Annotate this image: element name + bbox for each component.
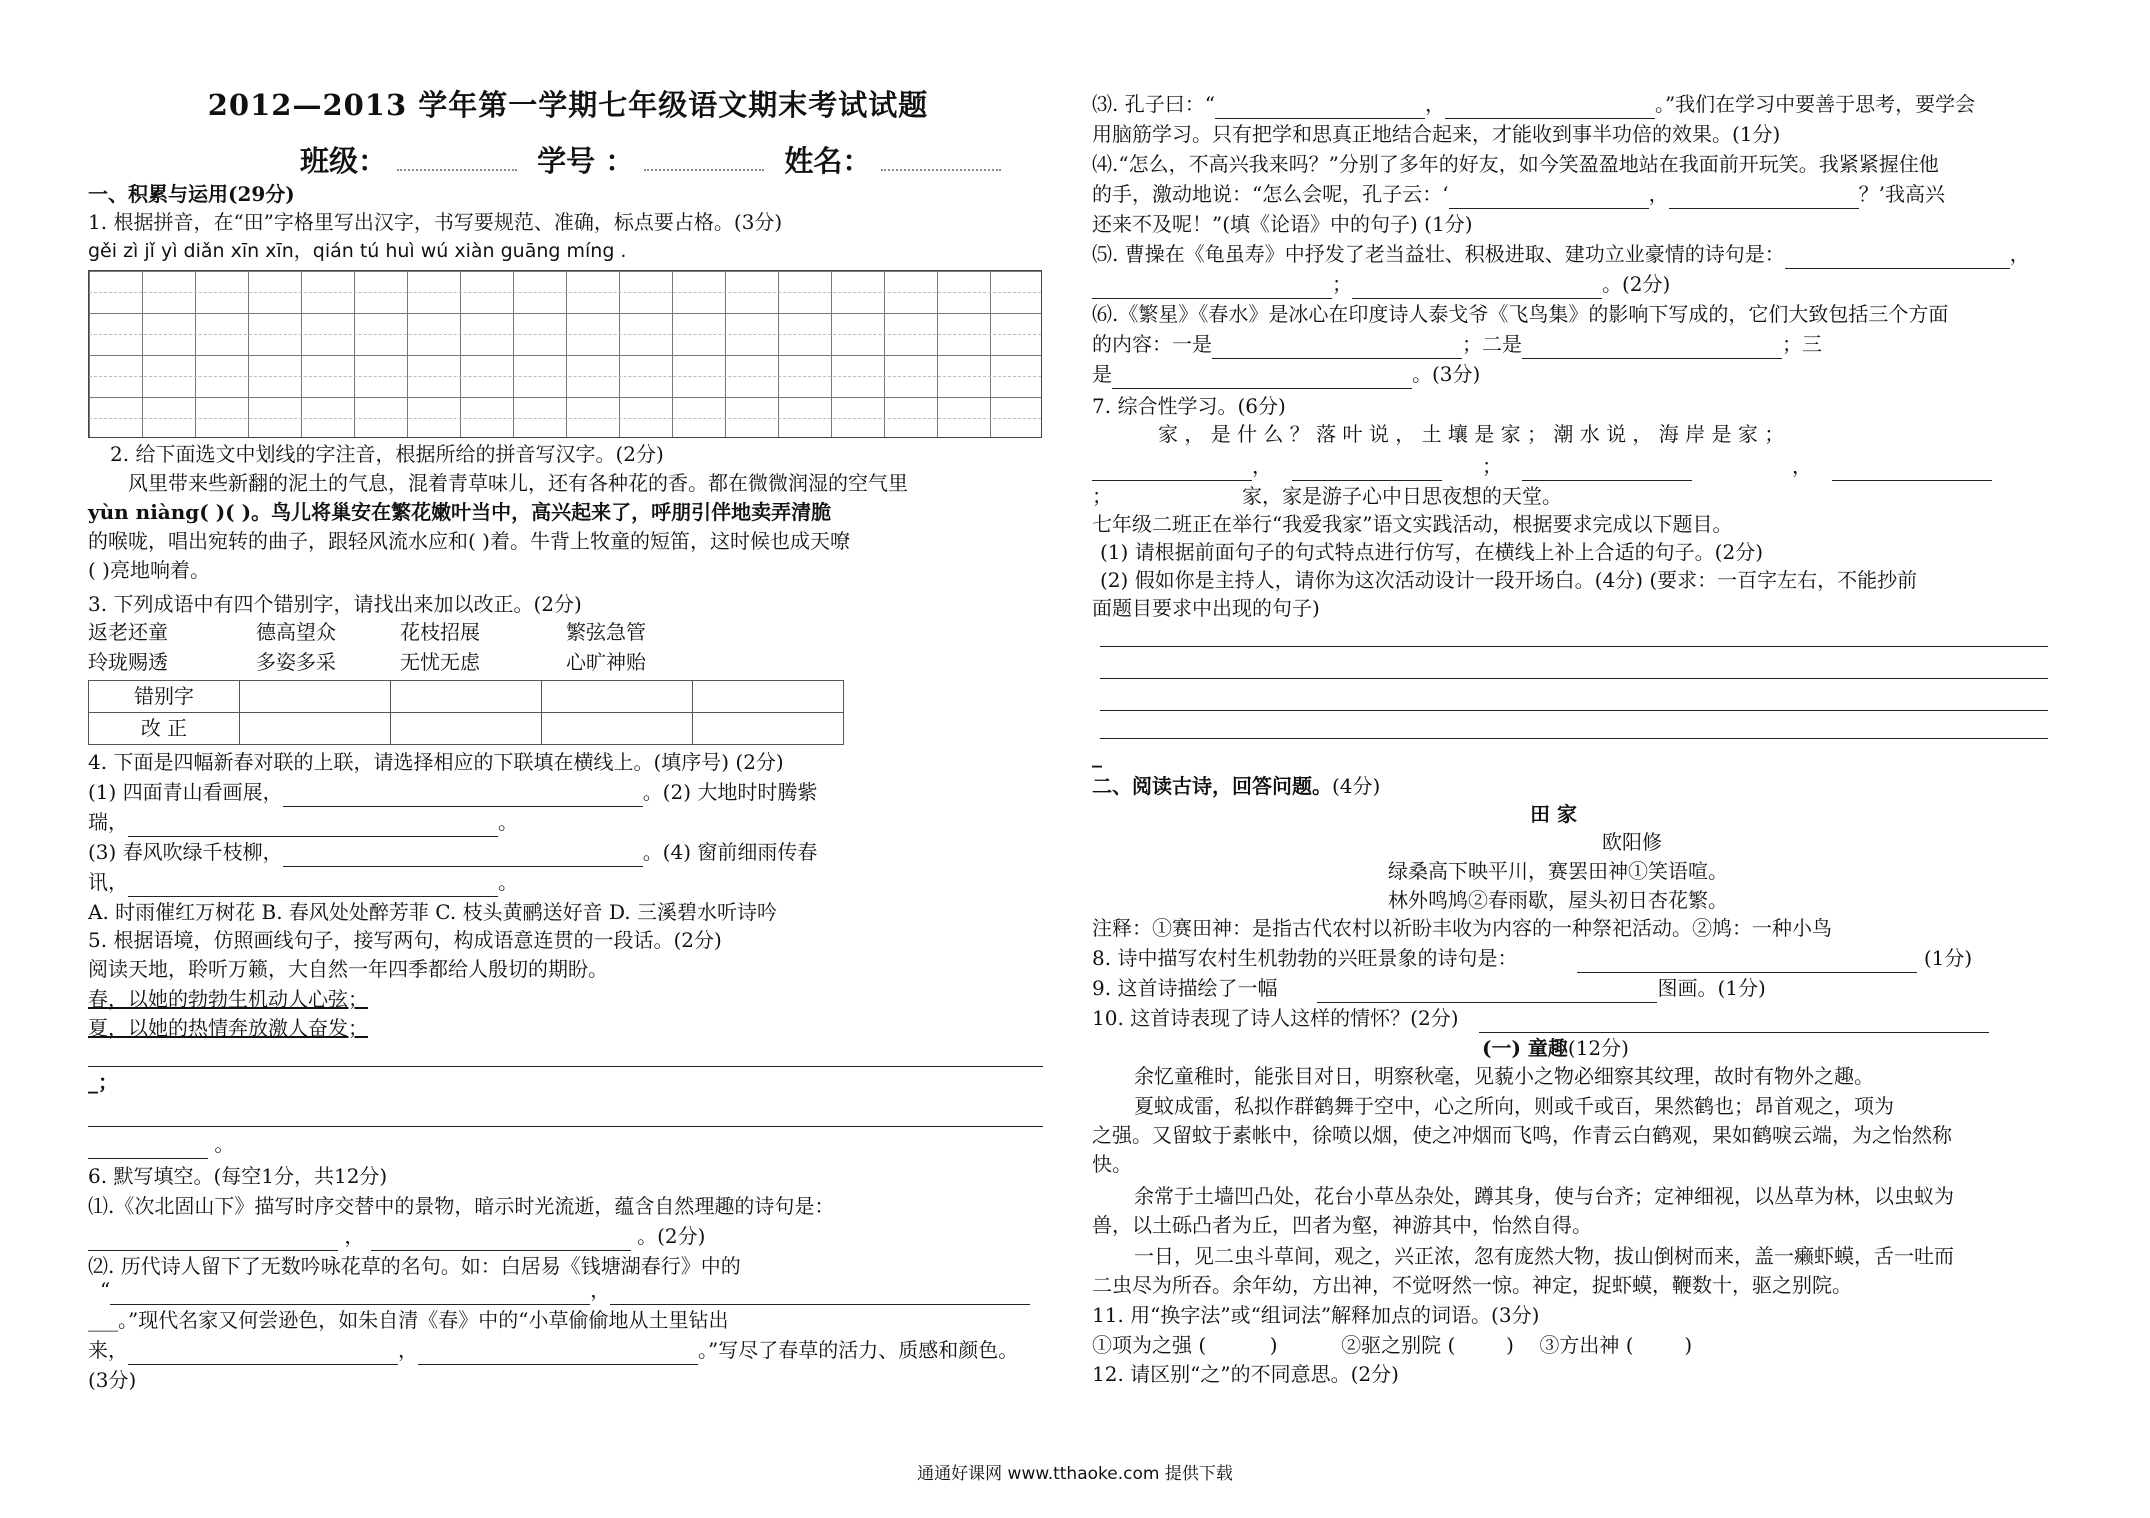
- q1-text: 1. 根据拼音，在“田”字格里写出汉字，书写要规范、准确，标点要占格。(3分): [88, 210, 783, 234]
- q6-6-c: ；二是: [1462, 332, 1522, 356]
- q3-idiom: 德高望众: [256, 620, 336, 644]
- q2-text: 2. 给下面选文中划线的字注音，根据所给的拼音写汉字。(2分): [110, 442, 664, 466]
- q4-item-2: 。(2) 大地时时腾紫: [642, 780, 818, 804]
- q6-blank[interactable]: [110, 1284, 590, 1305]
- q9-tail: 图画。(1分): [1657, 976, 1766, 1000]
- q6-blank[interactable]: [128, 1344, 398, 1365]
- q3-idiom: 返老还童: [88, 620, 168, 644]
- q6-blank[interactable]: [1445, 98, 1655, 119]
- q6-blank[interactable]: [1785, 248, 2010, 269]
- q7-blank[interactable]: [1832, 460, 1992, 481]
- q7-2: (2) 假如你是主持人，请你为这次活动设计一段开场白。(4分) (要求：一百字左右，不能抄前: [1100, 568, 1918, 592]
- q6-5-a: ⑸. 曹操在《龟虽寿》中抒发了老当益壮、积极进取、建功立业豪情的诗句是：: [1092, 242, 1785, 266]
- q7-answer-line[interactable]: [1100, 646, 2048, 647]
- q3-answer-cell[interactable]: [391, 713, 542, 745]
- section-2-title: 二、阅读古诗，回答问题。: [1092, 774, 1332, 798]
- q6-1-answers: [88, 1222, 705, 1251]
- q5-blank[interactable]: [88, 1138, 208, 1159]
- q3-row-label: 错别字: [89, 681, 240, 713]
- q7-comma: ，: [1792, 454, 1812, 478]
- q6-2-points: (3分): [88, 1368, 137, 1392]
- q4-item-4: 。(4) 窗前细雨传春: [642, 840, 818, 864]
- q6-comma: ，: [1648, 182, 1669, 206]
- q6-5-line: [1092, 240, 2030, 269]
- q8-blank[interactable]: [1577, 952, 1917, 973]
- q11-item-a: ①项为之强 ( ): [1092, 1333, 1278, 1357]
- q3-idiom: 花枝招展: [400, 620, 480, 644]
- reading-1-para: 之强。又留蚊于素帐中，徐喷以烟，使之冲烟而飞鸣，作青云白鹤观，果如鹤唳云端，为之怡然称: [1092, 1123, 1952, 1147]
- q3-answer-table: [88, 680, 844, 745]
- q6-6-line-2: [1092, 360, 1480, 389]
- q6-2-tail: 。”写尽了春草的活力、质感和颜色。: [698, 1338, 1019, 1362]
- q6-2-line-2: [88, 1336, 1018, 1365]
- q7-comma: ，: [1252, 454, 1272, 478]
- q3-idiom: 玲珑赐透: [88, 650, 168, 674]
- q6-comma: ，: [344, 1224, 365, 1248]
- q6-lai: 来，: [88, 1338, 128, 1362]
- q4-item-1: (1) 四面青山看画展，: [88, 780, 283, 804]
- q3-answer-cell[interactable]: [240, 681, 391, 713]
- q2-passage-1: 风里带来些新翻的泥土的气息，混着青草味儿，还有各种花的香。都在微微润湿的空气里: [128, 471, 908, 495]
- q6-3-text: 用脑筋学习。只有把学和思真正地结合起来，才能收到事半功倍的效果。(1分): [1092, 122, 1781, 146]
- q5-answer-line[interactable]: [88, 1126, 1043, 1127]
- q6-4-text-2: 还来不及呢！”(填《论语》中的句子) (1分): [1092, 212, 1473, 236]
- q5-semicolon: _；: [88, 1070, 118, 1094]
- q6-blank[interactable]: [1215, 98, 1425, 119]
- name-label: 姓名：: [784, 144, 872, 178]
- poem-line: 绿桑高下映平川，赛罢田神①笑语喧。: [1388, 859, 1728, 883]
- q6-blank[interactable]: [1449, 188, 1649, 209]
- q3-idiom: 多姿多采: [256, 650, 336, 674]
- q6-2-text: ⑵. 历代诗人留下了无数吟咏花草的名句。如：白居易《钱塘湖春行》中的: [88, 1254, 741, 1278]
- q6-6-line: [1092, 330, 1822, 359]
- q6-comma: ，: [398, 1338, 418, 1362]
- q6-2-text-2: ___。”现代名家又何尝逊色，如朱自清《春》中的“小草偷偷地从土里钻出: [88, 1308, 729, 1332]
- q7-blank[interactable]: [1522, 460, 1692, 481]
- name-field[interactable]: [881, 169, 1001, 171]
- q7-answer-line[interactable]: [1100, 738, 2048, 739]
- q6-comma: ，: [2009, 242, 2030, 266]
- q6-comma: ，: [1424, 92, 1445, 116]
- q4-options: A. 时雨催红万树花 B. 春风处处醉芳菲 C. 枝头黄鹂送好音 D. 三溪碧水听诗吟: [88, 900, 777, 924]
- q4-item-4b: 讯，: [88, 870, 128, 894]
- q3-text: 3. 下列成语中有四个错别字，请找出来加以改正。(2分): [88, 592, 582, 616]
- q7-intro: 七年级二班正在举行“我爱我家”语文实践活动，根据要求完成以下题目。: [1092, 512, 1733, 536]
- poem-line: 林外鸣鸠②春雨歇，屋头初日杏花繁。: [1388, 888, 1728, 912]
- reading-1-para: 快。: [1092, 1152, 1132, 1176]
- q4-blank[interactable]: [283, 786, 643, 807]
- q6-6-text: ⑹.《繁星》《春水》是冰心在印度诗人泰戈爷《飞鸟集》的影响下写成的，它们大致包括三个方面: [1092, 302, 1949, 326]
- exam-title: 2012—2013 学年第一学期七年级语文期末考试试题: [207, 88, 929, 122]
- q7-semicolon: ；: [1092, 484, 1112, 508]
- q6-3-c: 。”我们在学习中要善于思考，要学会: [1654, 92, 1976, 116]
- q11-item-b: ②驱之别院 ( ): [1341, 1333, 1514, 1357]
- q5-passage: 阅读天地，聆听万籁，大自然一年四季都给人殷切的期盼。: [88, 957, 608, 981]
- q5-model-sentence: 夏，以她的热情奔放激人奋发；: [88, 1016, 368, 1040]
- q9-text: 9. 这首诗描绘了一幅: [1092, 976, 1278, 1000]
- reading-1-title: [1482, 1034, 1629, 1063]
- q4-blank[interactable]: [128, 816, 498, 837]
- q7-answer-line[interactable]: [1100, 710, 2048, 711]
- section-2-heading: [1092, 772, 1380, 801]
- reading-1-name: (一) 童趣: [1482, 1036, 1568, 1060]
- q6-points: 。(2分): [637, 1224, 706, 1248]
- q8-line: [1092, 944, 1972, 973]
- section-2-points: (4分): [1332, 774, 1381, 798]
- q4-text: 4. 下面是四幅新春对联的上联，请选择相应的下联填在横线上。(填序号) (2分): [88, 750, 784, 774]
- q4-item: [88, 778, 817, 807]
- q6-blank[interactable]: [88, 1230, 338, 1251]
- reading-1-points: (12分): [1567, 1036, 1629, 1060]
- q10-blank[interactable]: [1479, 1012, 1989, 1033]
- q7-semicolon: ；: [1482, 454, 1502, 478]
- q3-row-label: 改 正: [89, 713, 240, 745]
- q7-line-3: [1092, 482, 1562, 511]
- q11-items: [1092, 1331, 1692, 1360]
- q3-idiom: 心旷神贻: [566, 650, 646, 674]
- q6-4-line: [1092, 180, 1945, 209]
- q4-item-2b: 瑞，: [88, 810, 128, 834]
- q6-blank[interactable]: [1522, 338, 1782, 359]
- q3-answer-cell[interactable]: [391, 681, 542, 713]
- reading-1-para: 兽，以土砾凸者为丘，凹者为壑，神游其中，怡然自得。: [1092, 1213, 1592, 1237]
- q4-item: [88, 838, 817, 867]
- q4-item: 讯， 。: [88, 868, 518, 897]
- q7-blank[interactable]: [1092, 460, 1252, 481]
- q6-3-line: [1092, 90, 1975, 119]
- reading-1-para: 余忆童稚时，能张目对日，明察秋毫，见藐小之物必细察其纹理，故时有物外之趣。: [1134, 1064, 1874, 1088]
- q6-blank[interactable]: [1112, 368, 1412, 389]
- q7-answer-line[interactable]: [1100, 678, 2048, 679]
- q6-quote: “: [100, 1278, 111, 1302]
- q2-passage-4: ( )亮地响着。: [88, 558, 210, 582]
- reading-1-para: 夏蚊成雷，私拟作群鹤舞于空中，心之所向，则或千或百，果然鹤也；昂首观之，项为: [1134, 1094, 1894, 1118]
- q9-line: [1092, 974, 1766, 1003]
- q4-blank[interactable]: [283, 846, 643, 867]
- poem-title: 田 家: [1530, 802, 1577, 826]
- q6-blank[interactable]: [610, 1284, 1030, 1305]
- q2-passage-3: 的喉咙，唱出宛转的曲子，跟轻风流水应和( )着。牛背上牧童的短笛，这时候也成天嘹: [88, 529, 850, 553]
- q5-period: 。: [214, 1132, 235, 1156]
- id-label: 学号 ：: [537, 144, 635, 178]
- q7-end: 家，家是游子心中日思夜想的天堂。: [1242, 484, 1562, 508]
- q3-idiom: 无忧无虑: [400, 650, 480, 674]
- poem-author: 欧阳修: [1602, 830, 1662, 854]
- q3-answer-cell[interactable]: [542, 681, 693, 713]
- q3-idiom: 繁弦急管: [566, 620, 646, 644]
- reading-1-para: 余常于土墙凹凸处，花台小草丛杂处，蹲其身，使与台齐；定神细视，以丛草为林，以虫蚁为: [1134, 1184, 1954, 1208]
- q6-6-d: ；三: [1782, 332, 1822, 356]
- student-info: [300, 140, 1011, 182]
- q6-5-d: 。(2分): [1602, 272, 1671, 296]
- q4-item: 瑞， 。: [88, 808, 518, 837]
- q5-end: [88, 1130, 234, 1159]
- q11-text: 11. 用“换字法”或“组词法”解释加点的词语。(3分): [1092, 1303, 1540, 1327]
- q11-item-c: ③方出神 ( ): [1539, 1333, 1693, 1357]
- q6-4-text: ⑷.“怎么，不高兴我来吗？”分别了多年的好友，如今笑盈盈地站在我面前开玩笑。我紧紧握住他: [1092, 152, 1939, 176]
- q7-passage: 家 ， 是 什 么 ？ 落 叶 说 ， 土 壤 是 家 ； 潮 水 说 ， 海 岸 是 家 ；: [1158, 422, 1785, 446]
- q7-2-cont: 面题目要求中出现的句子): [1092, 596, 1320, 620]
- q8-points: (1分): [1923, 946, 1973, 970]
- section-1-heading: 一、积累与运用(29分): [88, 182, 295, 206]
- q6-blank[interactable]: [1212, 338, 1462, 359]
- class-field[interactable]: [397, 169, 517, 171]
- footer-credit: 通通好课网 www.tthaoke.com 提供下载: [917, 1464, 1233, 1484]
- q2-passage-2: yùn niàng( )( )。鸟儿将巢安在繁花嫩叶当中，高兴起来了，呼朋引伴地卖弄清脆: [88, 500, 832, 524]
- q7-text: 7. 综合性学习。(6分): [1092, 394, 1286, 418]
- q6-blank[interactable]: [418, 1344, 698, 1365]
- q6-4-b: 的手，激动地说：“怎么会呢，孔子云：‘: [1092, 182, 1449, 206]
- q5-model-sentence: 春，以她的勃勃生机动人心弦；: [88, 987, 368, 1011]
- q6-6-f: 。(3分): [1412, 362, 1481, 386]
- id-field[interactable]: [644, 169, 764, 171]
- q8-text: 8. 诗中描写农村生机勃勃的兴旺景象的诗句是：: [1092, 946, 1518, 970]
- q6-3-a: ⑶. 孔子曰：“: [1092, 92, 1215, 116]
- q3-answer-cell[interactable]: [693, 681, 844, 713]
- q1-pinyin: gěi zì jǐ yì diǎn xīn xīn，qián tú huì wú xiàn guāng míng .: [88, 240, 627, 262]
- q9-blank[interactable]: [1317, 982, 1657, 1003]
- q7-1: (1) 请根据前面句子的句式特点进行仿写，在横线上补上合适的句子。(2分): [1100, 540, 1764, 564]
- q6-blank[interactable]: [1352, 278, 1602, 299]
- q4-item-3: (3) 春风吹绿千枝柳，: [88, 840, 283, 864]
- q7-line-2: [1092, 452, 1992, 481]
- q3-answer-cell[interactable]: [240, 713, 391, 745]
- q6-comma: ，: [590, 1278, 611, 1302]
- q6-blank[interactable]: [371, 1230, 631, 1251]
- q6-semicolon: ；: [1332, 272, 1352, 296]
- q6-2-line: [100, 1276, 1030, 1305]
- reading-1-para: 一日，见二虫斗草间，观之，兴正浓，忽有庞然大物，拔山倒树而来，盖一癞虾蟆，舌一吐而: [1134, 1244, 1954, 1268]
- q12-text: 12. 请区别“之”的不同意思。(2分): [1092, 1362, 1399, 1386]
- reading-1-para: 二虫尽为所吞。余年幼，方出神，不觉呀然一惊。神定，捉虾蟆，鞭数十，驱之别院。: [1092, 1273, 1852, 1297]
- q6-blank[interactable]: [1092, 278, 1332, 299]
- class-label: 班级：: [300, 144, 388, 178]
- poem-note: 注释：①赛田神：是指古代农村以祈盼丰收为内容的一种祭祀活动。②鸠：一种小鸟: [1092, 916, 1832, 940]
- q6-5-line-2: [1092, 270, 1670, 299]
- q4-blank[interactable]: [128, 876, 498, 897]
- q7-gap: [1112, 491, 1242, 511]
- q6-text: 6. 默写填空。(每空1分，共12分): [88, 1164, 388, 1188]
- tianzige-grid[interactable]: [88, 270, 1042, 438]
- q3-answer-cell[interactable]: [542, 713, 693, 745]
- q6-blank[interactable]: [1669, 188, 1859, 209]
- q6-1-text: ⑴.《次北固山下》描写时序交替中的景物，暗示时光流逝，蕴含自然理趣的诗句是：: [88, 1194, 835, 1218]
- q6-6-e: 是: [1092, 362, 1112, 386]
- q5-text: 5. 根据语境，仿照画线句子，接写两句，构成语意连贯的一段话。(2分): [88, 928, 722, 952]
- q6-6-b: 的内容：一是: [1092, 332, 1212, 356]
- q7-dash: _: [1092, 744, 1102, 768]
- q6-4-d: ？’我高兴: [1858, 182, 1945, 206]
- q10-line: [1092, 1004, 1989, 1033]
- q3-answer-cell[interactable]: [693, 713, 844, 745]
- q5-answer-line[interactable]: [88, 1066, 1043, 1067]
- q10-text: 10. 这首诗表现了诗人这样的情怀？(2分): [1092, 1006, 1459, 1030]
- q7-blank[interactable]: [1292, 460, 1442, 481]
